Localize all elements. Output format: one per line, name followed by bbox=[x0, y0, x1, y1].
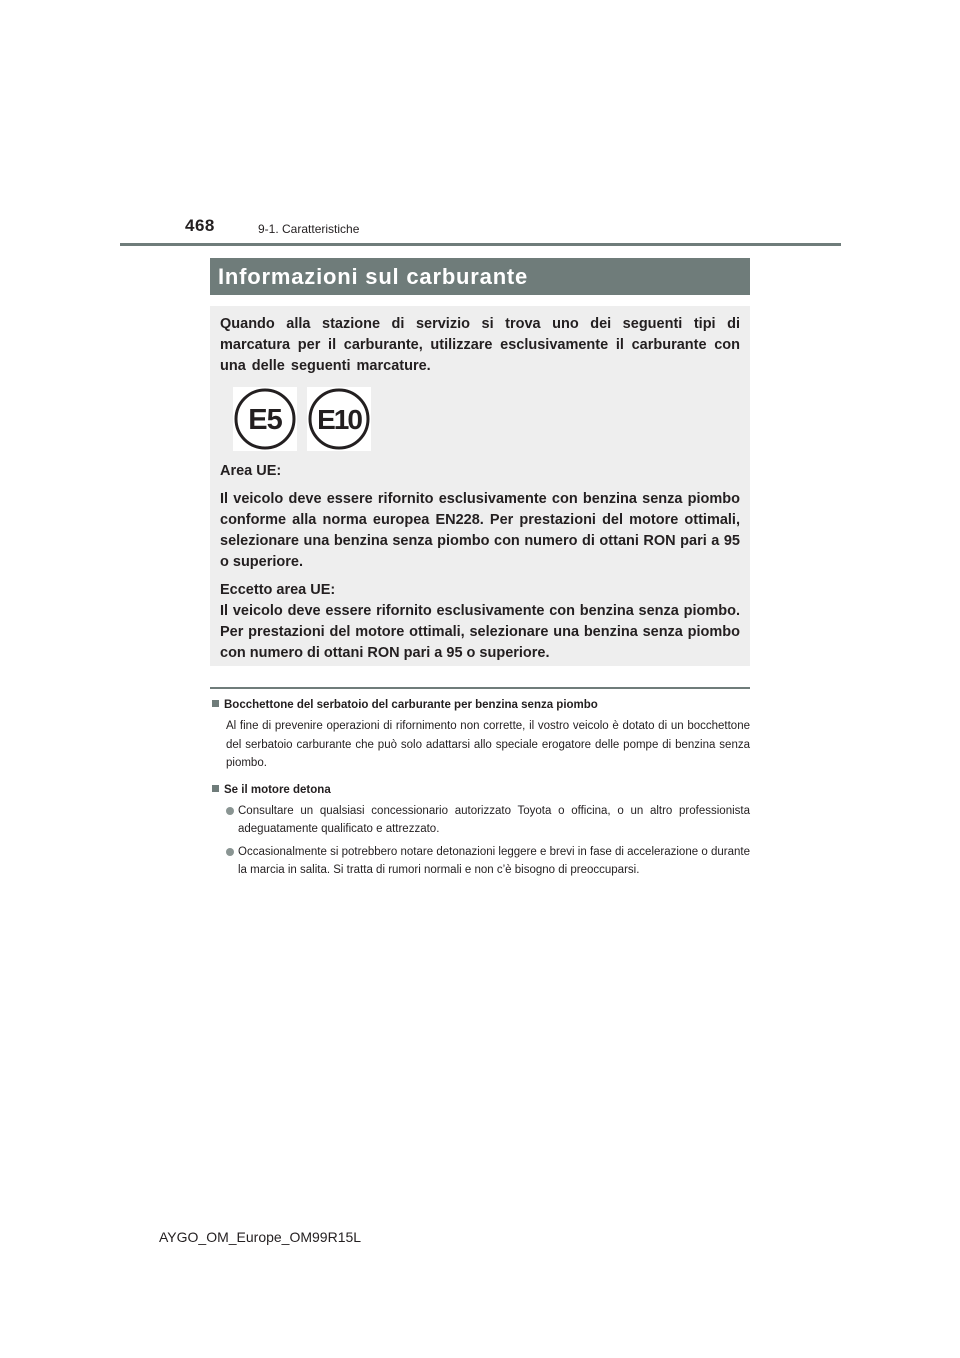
notes-rule bbox=[210, 687, 750, 689]
header-rule bbox=[120, 243, 841, 246]
square-bullet-icon bbox=[212, 785, 219, 792]
note-heading-text: Se il motore detona bbox=[224, 783, 331, 796]
outside-ue-text: Il veicolo deve essere rifornito esclusivamente con benzina senza piombo. Per prestazioni del motore ottimali, selezionare una benzina senza piombo con numero di ottani RON pari a 95 o superiore. bbox=[220, 603, 740, 661]
note-heading bbox=[212, 782, 750, 798]
page-number: 468 bbox=[185, 216, 215, 235]
note-heading bbox=[212, 697, 750, 713]
area-ue-text: Il veicolo deve essere rifornito esclusivamente con benzina senza piombo conforme alla norma europea EN228. Per prestazioni del motore ottimali, selezionare una benzina senza piombo con numero di ottani RON pari a 95 o superiore. bbox=[220, 491, 740, 570]
note-text: Al fine di prevenire operazioni di rifornimento non corrette, il vostro veicolo è dotato di un bocchettone del serbatoio carburante che può solo adattarsi allo speciale erogatore delle pompe di benzina senza piombo. bbox=[226, 720, 750, 769]
section-label: 9-1. Caratteristiche bbox=[258, 222, 360, 236]
area-ue-label: Area UE: bbox=[220, 463, 282, 479]
e10-fuel-mark bbox=[307, 387, 371, 451]
e5-mark-label: E5 bbox=[248, 404, 282, 436]
square-bullet-icon bbox=[212, 700, 219, 707]
document-footer: AYGO_OM_Europe_OM99R15L bbox=[159, 1229, 362, 1245]
note-heading-text: Bocchettone del serbatoio del carburante per benzina senza piombo bbox=[224, 699, 598, 711]
list-item bbox=[226, 843, 750, 880]
fuel-info-box bbox=[210, 306, 750, 666]
bullet-text: Occasionalmente si potrebbero notare detonazioni leggere e brevi in fase di accelerazione o durante la marcia in salita. Si tratta di rumori normali e non c’è bisogno di preoccuparsi. bbox=[238, 845, 750, 876]
notes-section bbox=[212, 697, 750, 880]
round-bullet-icon bbox=[226, 807, 234, 815]
title-bar bbox=[210, 258, 750, 295]
fuel-marks bbox=[220, 387, 740, 459]
list-item bbox=[226, 802, 750, 839]
intro-text: Quando alla stazione di servizio si trova uno dei seguenti tipi di marcatura per il carburante, utilizzare esclusivamente il carburante con una delle seguenti marcature. bbox=[220, 316, 740, 374]
e10-mark-label: E10 bbox=[317, 404, 361, 435]
page-title: Informazioni sul carburante bbox=[218, 264, 529, 289]
round-bullet-icon bbox=[226, 848, 234, 856]
outside-ue-label: Eccetto area UE: bbox=[220, 582, 336, 598]
bullet-text: Consultare un qualsiasi concessionario autorizzato Toyota o officina, o un altro professionista adeguatamente qualificato e attrezzato. bbox=[238, 804, 750, 835]
e5-fuel-mark bbox=[233, 387, 297, 451]
